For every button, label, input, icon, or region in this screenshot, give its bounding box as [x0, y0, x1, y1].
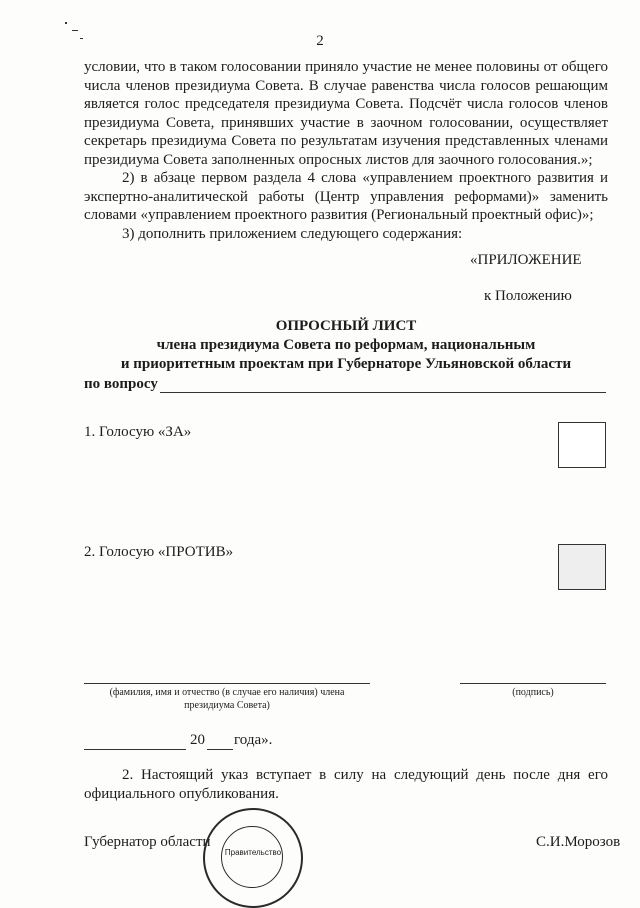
vote-for-label: 1. Голосую «ЗА» [84, 424, 192, 440]
governor-label: Губернатор области [84, 834, 211, 850]
paragraph-continuation: условии, что в таком голосовании приняло участие не менее половины от общего числа членов президиума Совета. В случае равенства числа голосов решающим является голос председателя президиума Совета. Подсчёт числа голосов членов президиума Совета, принявших участие в заочном голосовании, осуществляет секретарь президиума Совета по результатам изучения представленных членами президиума Совета заполненных опросных листов для заочного голосования.»; [84, 59, 608, 168]
vote-against-checkbox[interactable] [558, 544, 606, 590]
form-subtitle-line-1: члена президиума Совета по реформам, национальным [156, 337, 536, 353]
name-caption-line-2: президиума Совета) [184, 700, 270, 711]
final-paragraph: 2. Настоящий указ вступает в силу на следующий день после дня его официального опубликования. [84, 767, 608, 802]
form-title: ОПРОСНЫЙ ЛИСТ [275, 318, 417, 334]
date-suffix: года». [234, 732, 273, 748]
vote-for-checkbox[interactable] [558, 422, 606, 468]
name-caption [84, 686, 370, 712]
page-number: 2 [316, 33, 324, 49]
name-caption-line-1: (фамилия, имя и отчество (в случае его наличия) члена [109, 687, 345, 698]
seal-text: Правительство [224, 848, 282, 857]
paragraph-amendment-3: 3) дополнить приложением следующего содержания: [122, 225, 463, 242]
paragraph-amendment-2: 2) в абзаце первом раздела 4 слова «управлением проектного развития и экспертно-аналитической работы (Центр управления реформами)» заменить словами «управлением проектного развития (Региональный проектный офис)»; [84, 170, 608, 223]
scan-speck [72, 30, 78, 31]
date-year-line [207, 749, 233, 750]
question-label: по вопросу [84, 376, 158, 392]
signature-caption: (подпись) [512, 687, 554, 698]
governor-name: С.И.Морозов [536, 834, 621, 850]
appendix-reference: к Положению [484, 288, 572, 304]
name-line [84, 683, 370, 684]
scan-speck [65, 22, 67, 24]
date-day-line [84, 749, 186, 750]
appendix-label: «ПРИЛОЖЕНИЕ [470, 252, 582, 268]
official-seal [203, 808, 303, 908]
body-text [84, 58, 608, 243]
date-year-prefix: 20 [190, 732, 205, 748]
signature-line [460, 683, 606, 684]
question-line [160, 392, 606, 393]
form-subtitle-line-2: и приоритетным проектам при Губернаторе Ульяновской области [120, 356, 572, 372]
vote-against-label: 2. Голосую «ПРОТИВ» [84, 544, 234, 560]
seal-inner-ring [221, 826, 283, 888]
